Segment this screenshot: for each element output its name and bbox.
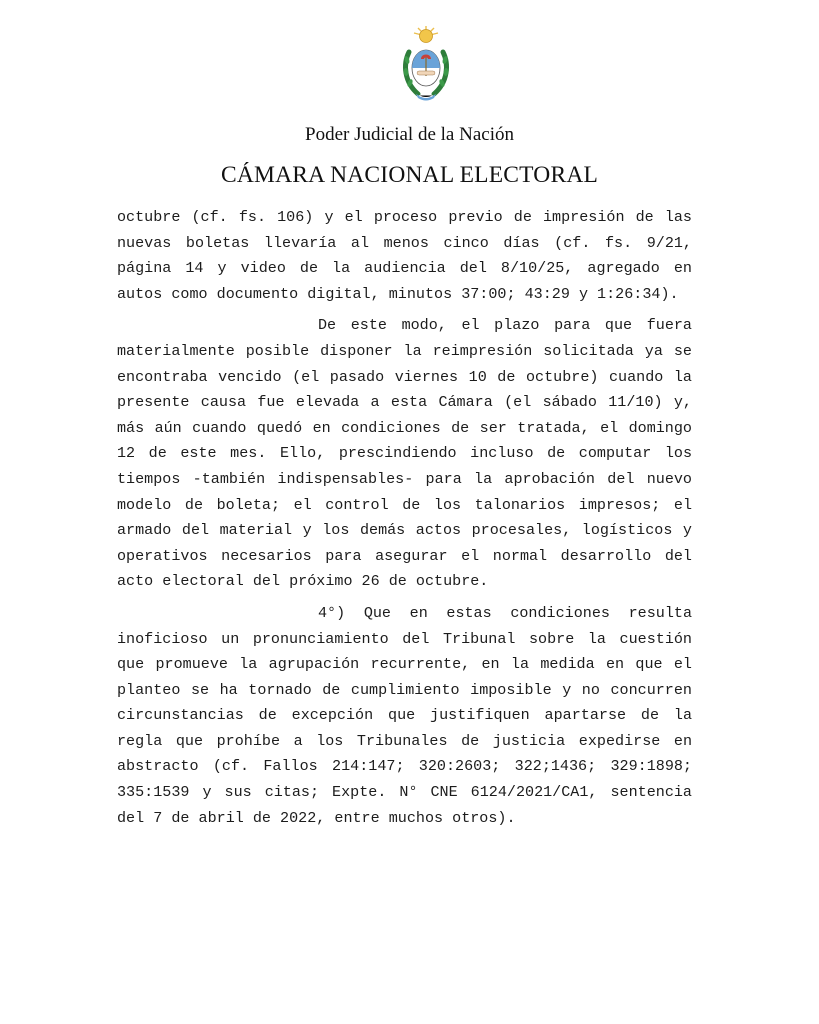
institution-name: Poder Judicial de la Nación: [305, 124, 514, 145]
paragraph-2: De este modo, el plazo para que fuera materialmente posible disponer la reimpresión solicitada ya se encontraba vencido (el pasado viernes 10 de octubre) cuando la presente causa fue elevada a esta Cámara (el sábado 11/10) y, más aún cuando quedó en condiciones de ser tratada, el domingo 12 de este mes. Ello, prescindiendo incluso de computar los tiempos -también indispensables- para la aprobación del nuevo modelo de boleta; el control de los talonarios impresos; el armado del material y los demás actos procesales, logísticos y operativos necesarios para asegurar el normal desarrollo del acto electoral del próximo 26 de octubre.: [117, 316, 692, 591]
document-body: [117, 205, 692, 831]
paragraph-3: 4°) Que en estas condiciones resulta inoficioso un pronunciamiento del Tribunal sobre la cuestión que promueve la agrupación recurrente, en la medida en que el planteo se ha tornado de cumplimiento imposible y no concurren circunstancias de excepción que justifiquen apartarse de la regla que prohíbe a los Tribunales de justicia expedirse en abstracto (cf. Fallos 214:147; 320:2603; 322;1436; 329:1898; 335:1539 y sus citas; Expte. N° CNE 6124/2021/CA1, sentencia del 7 de abril de 2022, entre muchos otros).: [117, 603, 692, 827]
coat-of-arms-icon: [399, 24, 453, 106]
paragraph-1: octubre (cf. fs. 106) y el proceso previo de impresión de las nuevas boletas llevaría al menos cinco días (cf. fs. 9/21, página 14 y video de la audiencia del 8/10/25, agregado en autos como documento digital, minutos 37:00; 43:29 y 1:26:34).: [117, 208, 692, 303]
court-title: CÁMARA NACIONAL ELECTORAL: [220, 162, 599, 188]
